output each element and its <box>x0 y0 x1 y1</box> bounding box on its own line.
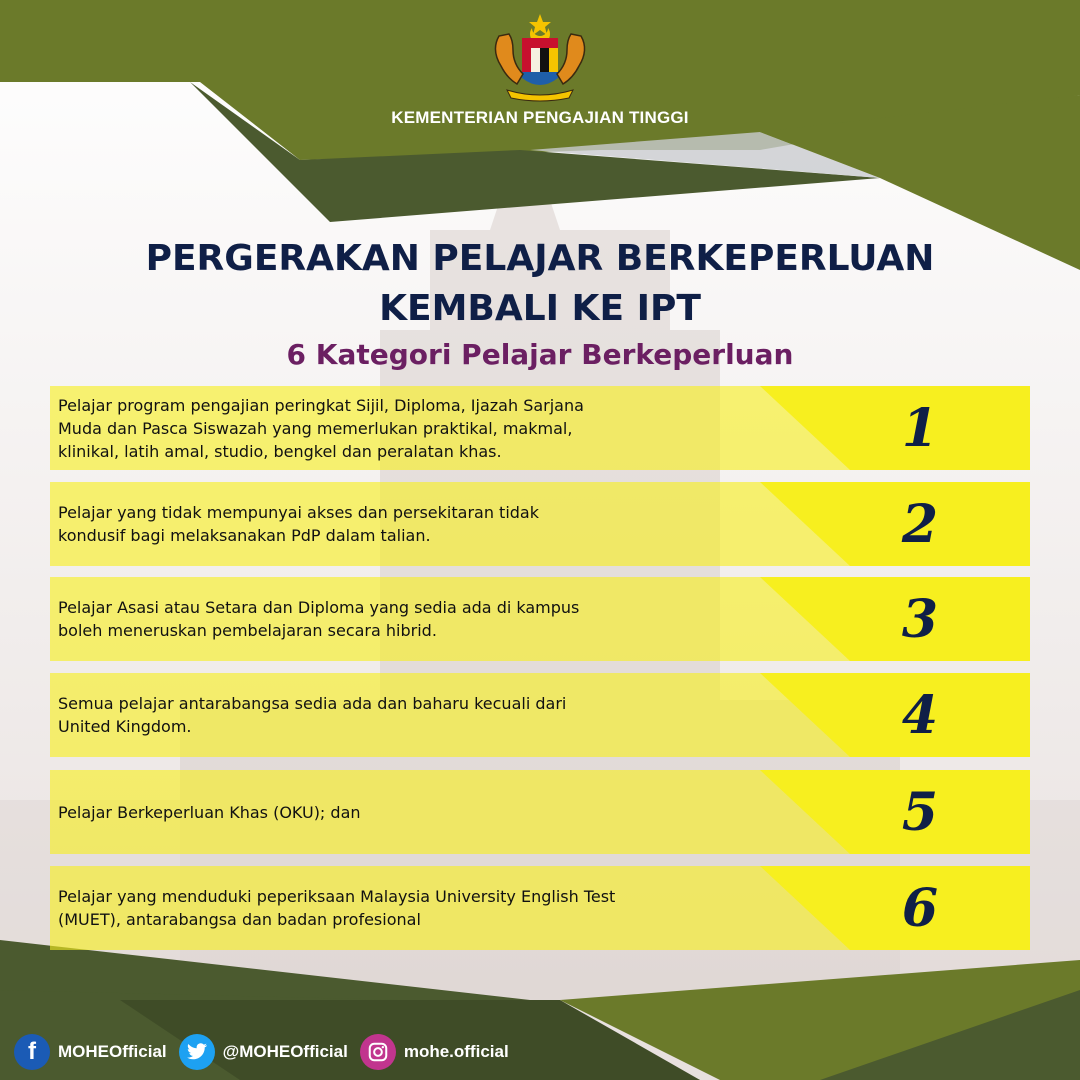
page-title-line2: KEMBALI KE IPT <box>379 288 701 329</box>
category-row-3 <box>50 577 1030 661</box>
category-row-5 <box>50 770 1030 854</box>
category-number: 4 <box>901 684 939 746</box>
category-line: kondusif bagi melaksanakan PdP dalam talian. <box>58 526 431 545</box>
category-row-2 <box>50 482 1030 566</box>
category-row-4 <box>50 673 1030 757</box>
facebook-icon: f <box>14 1034 50 1070</box>
category-line: United Kingdom. <box>58 717 192 736</box>
category-number: 2 <box>901 493 939 555</box>
category-description <box>58 866 758 950</box>
category-line: Pelajar yang tidak mempunyai akses dan persekitaran tidak <box>58 503 539 522</box>
category-number: 6 <box>901 877 939 939</box>
instagram-handle: mohe.official <box>403 1042 509 1061</box>
instagram-link[interactable] <box>360 1034 509 1070</box>
category-number: 3 <box>901 588 939 650</box>
twitter-handle: @MOHEOfficial <box>222 1042 348 1061</box>
coat-of-arms-logo <box>485 10 595 102</box>
category-row-6 <box>50 866 1030 950</box>
ministry-name: KEMENTERIAN PENGAJIAN TINGGI <box>391 108 689 127</box>
twitter-icon <box>179 1034 215 1070</box>
category-line: klinikal, latih amal, studio, bengkel dan peralatan khas. <box>58 441 502 461</box>
category-line: Pelajar yang menduduki peperiksaan Malaysia University English Test <box>58 887 616 906</box>
category-row-1 <box>50 386 1030 470</box>
category-number: 1 <box>901 397 939 459</box>
category-description <box>58 673 758 757</box>
category-line: Pelajar Asasi atau Setara dan Diploma yang sedia ada di kampus <box>58 598 580 617</box>
page-title-line1: PERGERAKAN PELAJAR BERKEPERLUAN <box>145 238 935 279</box>
category-line: Semua pelajar antarabangsa sedia ada dan baharu kecuali dari <box>58 694 567 713</box>
category-description <box>58 386 758 470</box>
category-description <box>58 577 758 661</box>
category-line: Pelajar Berkeperluan Khas (OKU); dan <box>58 802 361 822</box>
social-footer <box>14 1033 521 1071</box>
category-line: (MUET), antarabangsa dan badan profesional <box>58 910 421 929</box>
category-description <box>58 770 758 854</box>
facebook-handle: MOHEOfficial <box>58 1042 167 1061</box>
category-description <box>58 482 758 566</box>
facebook-link[interactable] <box>14 1034 167 1070</box>
category-line: Muda dan Pasca Siswazah yang memerlukan praktikal, makmal, <box>58 418 573 438</box>
category-line: boleh meneruskan pembelajaran secara hibrid. <box>58 621 437 640</box>
instagram-icon <box>360 1034 396 1070</box>
category-line: Pelajar program pengajian peringkat Sijil, Diploma, Ijazah Sarjana <box>58 395 584 415</box>
page-subtitle: 6 Kategori Pelajar Berkeperluan <box>286 338 794 371</box>
twitter-link[interactable] <box>179 1034 348 1070</box>
category-number: 5 <box>901 781 939 843</box>
